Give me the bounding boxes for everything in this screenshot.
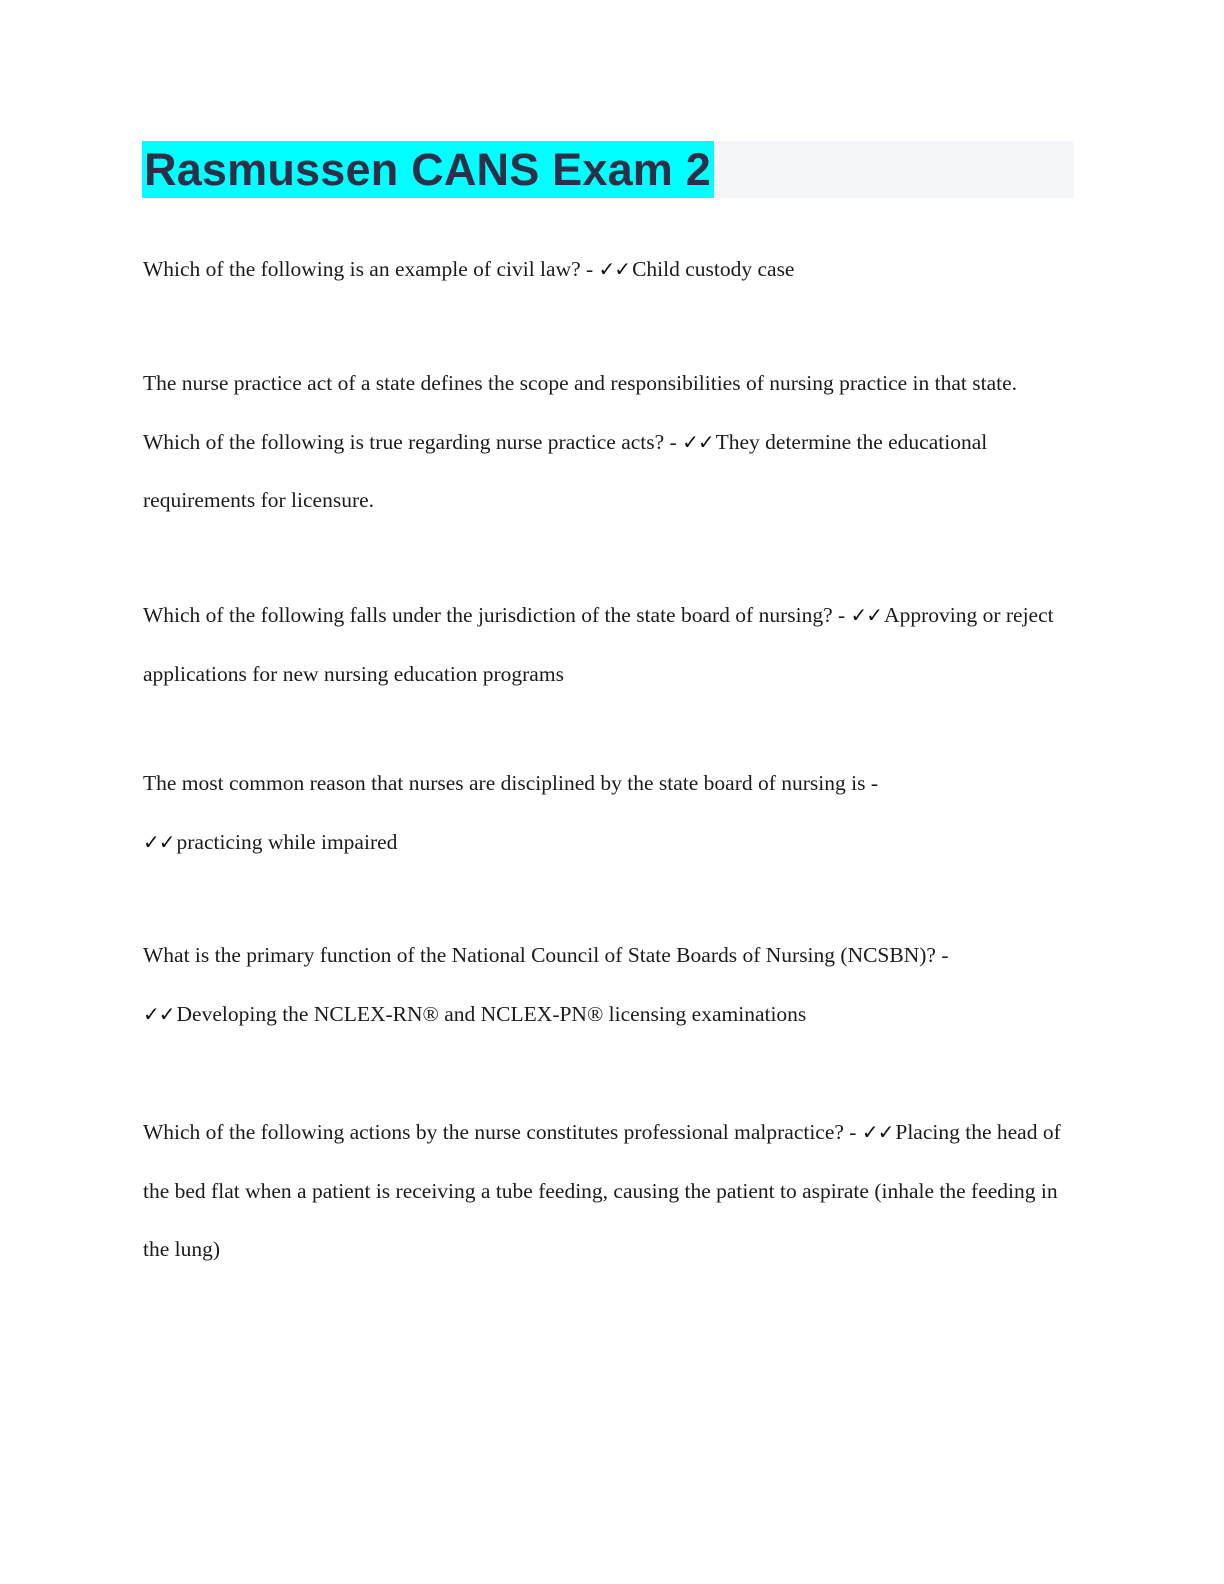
qa-item-1 bbox=[143, 240, 1078, 299]
qa-item-2 bbox=[143, 354, 1078, 530]
title-bar bbox=[142, 141, 1074, 198]
question-text: Which of the following actions by the nurse constitutes professional malpractice? - bbox=[143, 1120, 862, 1144]
answer-text: Child custody case bbox=[632, 257, 795, 281]
qa-item-3 bbox=[143, 586, 1078, 703]
question-text: Which of the following falls under the jurisdiction of the state board of nursing? - bbox=[143, 603, 851, 627]
double-check-icon: ✓✓ bbox=[143, 829, 175, 854]
double-check-icon: ✓✓ bbox=[682, 429, 714, 454]
answer-text: Approving or reject applications for new nursing education programs bbox=[143, 603, 1054, 686]
double-check-icon: ✓✓ bbox=[861, 1120, 894, 1144]
question-text: The nurse practice act of a state defines the scope and responsibilities of nursing practice in that state. Which of the following is true regarding nurse practice acts? - bbox=[143, 371, 1018, 454]
question-text: The most common reason that nurses are disciplined by the state board of nursing is - bbox=[143, 771, 879, 795]
answer-text: Placing the head of the bed flat when a patient is receiving a tube feeding, causing the patient to aspirate (inhale the feeding in the lung) bbox=[143, 1120, 1061, 1261]
title-highlight bbox=[142, 141, 714, 198]
answer-text: They determine the educational requirements for licensure. bbox=[143, 429, 988, 512]
double-check-icon: ✓✓ bbox=[143, 1001, 175, 1026]
answer-text: Developing the NCLEX-RN® and NCLEX-PN® licensing examinations bbox=[176, 1001, 807, 1026]
qa-item-4 bbox=[143, 754, 1078, 871]
question-text: What is the primary function of the National Council of State Boards of Nursing (NCSBN)? - bbox=[143, 943, 949, 967]
qa-item-5 bbox=[143, 926, 1078, 1043]
question-text: Which of the following is an example of civil law? - bbox=[143, 257, 599, 281]
answer-text: practicing while impaired bbox=[176, 829, 398, 854]
double-check-icon: ✓✓ bbox=[598, 257, 631, 281]
qa-item-6 bbox=[143, 1103, 1078, 1279]
page-title: Rasmussen CANS Exam 2 bbox=[144, 144, 711, 195]
double-check-icon: ✓✓ bbox=[850, 603, 883, 627]
